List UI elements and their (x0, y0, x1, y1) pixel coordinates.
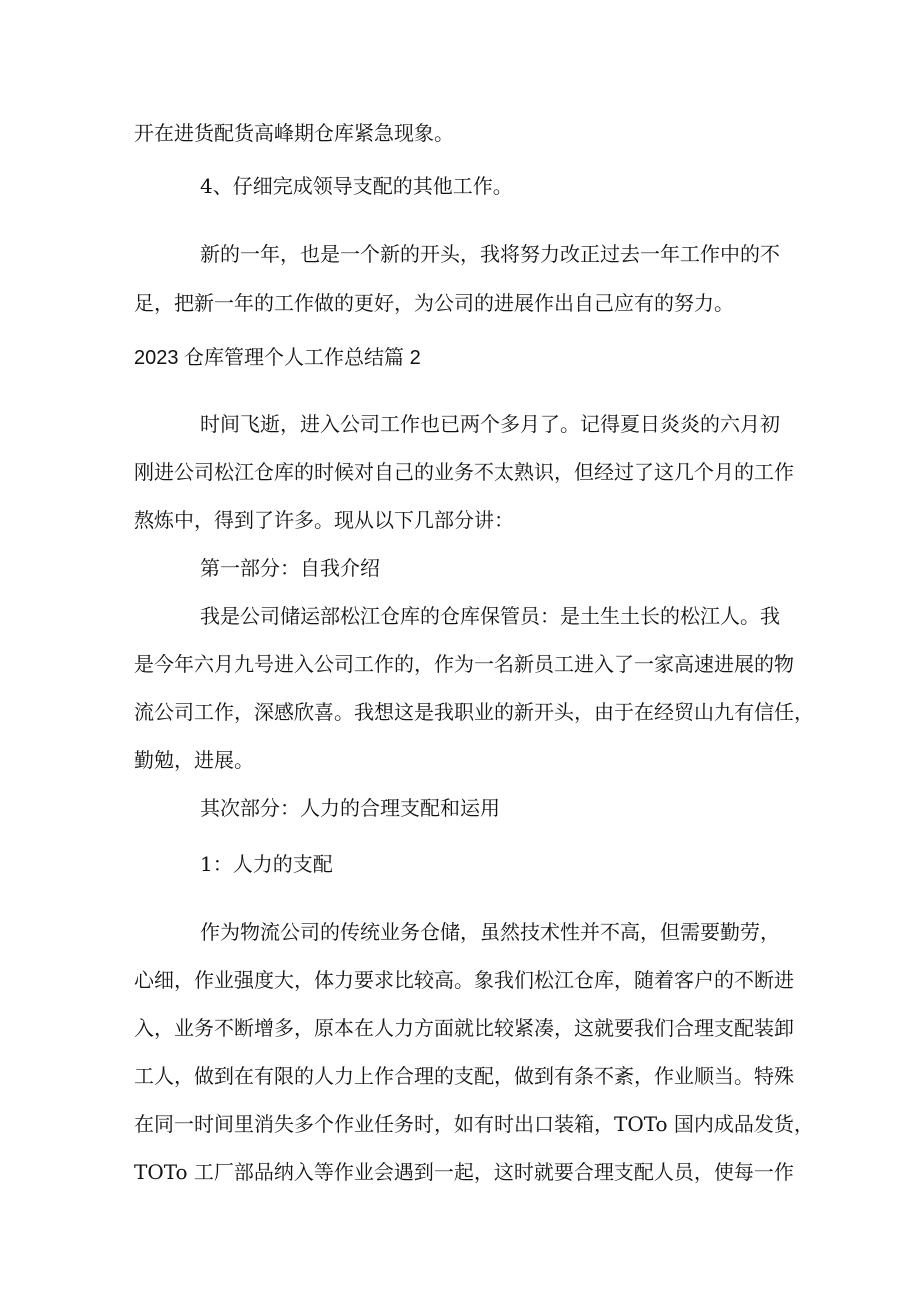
text-line: 作为物流公司的传统业务仓储，虽然技术性并不高，但需要勤劳， (200, 920, 780, 944)
text-line: 是今年六月九号进入公司工作的，作为一名新员工进入了一家高速进展的物 (134, 652, 794, 676)
text-line: 足，把新一年的工作做的更好，为公司的进展作出自己应有的努力。 (134, 291, 734, 315)
subheading: 1：人力的支配 (200, 852, 333, 876)
text-line: 我是公司储运部松江仓库的仓库保管员：是土生土长的松江人。我 (200, 604, 780, 628)
text-line: 在同一时间里消失多个作业任务时，如有时出口装箱，TOTo 国内成品发货， (134, 1112, 814, 1136)
text-line: 时间飞逝，进入公司工作也已两个多月了。记得夏日炎炎的六月初 (200, 412, 780, 436)
text-line: 心细，作业强度大，体力要求比较高。象我们松江仓库，随着客户的不断进 (134, 968, 794, 992)
subheading: 其次部分：人力的合理支配和运用 (200, 796, 500, 820)
text-line: 入，业务不断增多，原本在人力方面就比较紧凑，这就要我们合理支配装卸 (134, 1016, 794, 1040)
text-line: 工人，做到在有限的人力上作合理的支配，做到有条不紊，作业顺当。特殊 (134, 1064, 794, 1088)
text-line: 熬炼中，得到了许多。现从以下几部分讲： (134, 508, 514, 532)
subheading: 第一部分：自我介绍 (200, 556, 380, 580)
text-line: 开在进货配货高峰期仓库紧急现象。 (134, 121, 454, 145)
text-line: 勤勉，进展。 (134, 748, 254, 772)
list-item: 4、仔细完成领导支配的其他工作。 (200, 174, 513, 198)
section-heading: 2023 仓库管理个人工作总结篇 2 (134, 347, 421, 369)
text-line: TOTo 工厂部品纳入等作业会遇到一起，这时就要合理支配人员，使每一作 (134, 1160, 794, 1184)
text-line: 流公司工作，深感欣喜。我想这是我职业的新开头，由于在经贸山九有信任， (134, 700, 814, 724)
text-line: 刚进公司松江仓库的时候对自己的业务不太熟识，但经过了这几个月的工作 (134, 460, 794, 484)
text-line: 新的一年，也是一个新的开头，我将努力改正过去一年工作中的不 (200, 242, 780, 266)
